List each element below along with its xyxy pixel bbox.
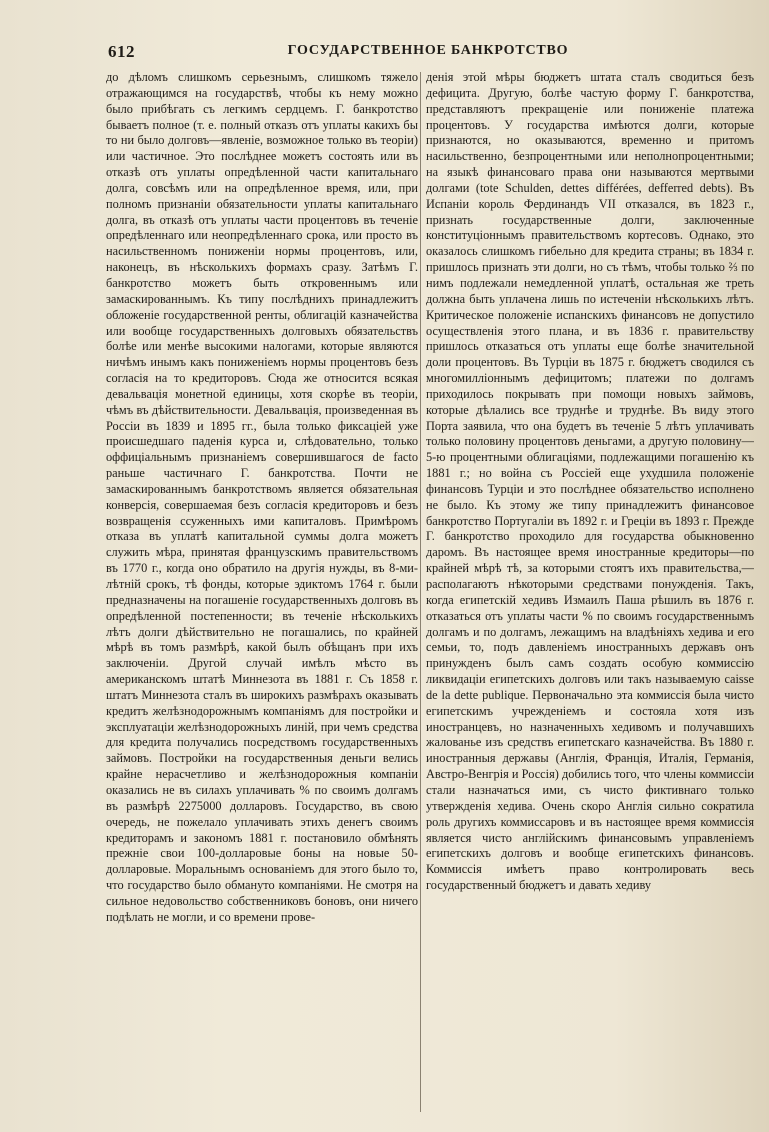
running-title: ГОСУДАРСТВЕННОЕ БАНКРОТСТВО [287,43,569,58]
left-column [106,70,418,1120]
column-divider [420,72,421,1112]
page-header [108,40,748,64]
right-column-text: денія этой мѣры бюджетъ штата сталъ сводиться безъ дефицита. Другую, болѣе частую форму Г. банкротства, представляютъ прекращеніе или пониженіе платежа процентовъ. У государства имѣются долги, которые признаются, но оказываются, временно и притомъ насильственно, безпроцентными или неполнопроцентными; на языкѣ финансоваго права они называются мертвыми долгами (tote Schulden, dettes différées, defferred debts). Въ Испаніи король Фердинандъ VII отказался, въ 1823 г., признать государственные долги, заключенные конституціоннымъ правительствомъ кортесовъ. Однако, это оказалось слишкомъ гибельно для кредита страны; въ 1834 г. пришлось признать эти долги, но съ тѣмъ, чтобы только ⅔ по нимъ подлежали немедленной уплатѣ, остальная же треть должна быть уплачена лишь по истеченіи нѣсколькихъ лѣтъ. Критическое положеніе испанскихъ финансовъ не допустило осуществленія этого плана, и въ 1836 г. правительству пришлось отказаться отъ уплаты еще болѣе значительной доли процентовъ. Въ Турціи въ 1875 г. бюджетъ сводился съ многомилліоннымъ дефицитомъ; платежи по долгамъ приходилось покрывать при помощи новыхъ займовъ, которые дѣлались все труднѣе и труднѣе. Въ виду этого Порта заявила, что она будетъ въ теченіе 5 лѣтъ уплачивать только половину процентовъ деньгами, а другую половину—5-ю процентными облигаціями, подлежащими погашенію къ 1881 г.; но война съ Россіей еще ухудшила положеніе финансовъ Турціи и это послѣднее обязательство исполнено не было. Къ этому же типу принадлежитъ финансовое банкротство Португаліи въ 1892 г. и Греціи въ 1893 г. Прежде Г. банкротство проходило для государства обыкновенно даромъ. Въ настоящее время иностранные кредиторы—по крайней мѣрѣ тѣ, за которыми стоятъ ихъ правительства,—располагаютъ нѣкоторыми средствами понужденія. Такъ, когда египетскій хедивъ Измаилъ Паша рѣшилъ въ 1876 г. отказаться отъ уплаты части % по своимъ государственнымъ долгамъ и по долгамъ, лежащимъ на владѣніяхъ хедива и его семьи, то, подъ давленіемъ иностранныхъ державъ онъ принужденъ былъ самъ создать особую коммиссію ликвидаціи египетскихъ долговъ или такъ называемую caisse de la dette publique. Первоначально эта коммиссія была чисто египетскимъ учрежденіемъ и состояла хотя изъ иностранцевъ, но назначенныхъ хедивомъ и получавшихъ жалованье изъ средствъ египетскаго казначейства. Въ 1880 г. иностранныя державы (Англія, Франція, Италія, Германія, Австро-Венгрія и Россія) добились того, что члены коммиссіи стали назначаться ими, съ чисто фиктивнаго только утвержденія хедива. Очень скоро Англія сильно сократила роль другихъ коммиссаровъ и въ настоящее время коммиссія является чисто англійскимъ финансовымъ управленіемъ египетскихъ долговъ и вообще египетскихъ финансовъ. Коммиссія имѣетъ право контролировать весь государственный бюджетъ и давать хедиву [426,70,754,893]
page-number: 612 [108,42,135,61]
right-column [426,70,754,1120]
left-column-text: до дѣломъ слишкомъ серьезнымъ, слишкомъ тяжело отражающимся на государствѣ, чтобы къ нему можно было прибѣгать съ легкимъ сердцемъ. Г. банкротство бываетъ полное (т. е. полный отказъ отъ уплаты какихъ бы то ни было долговъ—явленіе, возможное только въ теоріи) или частичное. Это послѣднее можетъ состоять или въ отказѣ отъ уплаты опредѣленной части капитальнаго долга, совсѣмъ или на опредѣленное время, или, при полномъ признаніи обязательности уплаты капитальнаго долга, въ отказѣ отъ уплаты части процентовъ въ теченіе опредѣленнаго или неопредѣленнаго срока, или просто въ насильственномъ пониженіи нормы процентовъ, или, наконецъ, въ нѣсколькихъ формахъ сразу. Затѣмъ Г. банкротство можетъ быть откровеннымъ или замаскированнымъ. Къ типу послѣднихъ принадлежитъ обложеніе государственной ренты, облигацій казначейства или вообще государственныхъ долговыхъ обязательствъ болѣе или менѣе высокими налогами, которые являются ничѣмъ инымъ какъ пониженіемъ нормы процентовъ безъ согласія на то кредиторовъ. Сюда же относится всякая девальвація монетной единицы, хотя скорѣе въ теоріи, чѣмъ въ дѣйствительности. Девальвація, произведенная въ Россіи въ 1839 и 1895 гг., была только фиксаціей уже происшедшаго паденія курса и, слѣдовательно, только оффиціальнымъ признаніемъ совершившагося de facto раньше частичнаго Г. банкротства. Почти не замаскированнымъ банкротствомъ является обязательная конверсія, совершаемая безъ согласія кредиторовъ и безъ возвращенія ссуженныхъ ими капиталовъ. Примѣромъ отказа въ уплатѣ капитальной суммы долга можетъ служить мѣра, принятая французскимъ правительствомъ въ 1770 г., когда оно обратило на другія нужды, въ 8-ми-лѣтній срокъ, тѣ фонды, которые эдиктомъ 1764 г. были предназначены на погашеніе государственныхъ долговъ въ опредѣленной постепенности; въ теченіе нѣсколькихъ лѣтъ долги дѣйствительно не погашались, по крайней мѣрѣ въ томъ размѣрѣ, какой былъ обѣщанъ при ихъ заключеніи. Другой случай имѣлъ мѣсто въ американскомъ штатѣ Миннезота въ 1881 г. Съ 1858 г. штатъ Миннезота сталъ въ широкихъ размѣрахъ оказывать кредитъ желѣзнодорожнымъ компаніямъ для постройки и эксплуатаціи желѣзнодорожныхъ линій, при чемъ средства для кредита получались посредствомъ государственныхъ займовъ. Постройки на государственныя деньги велись крайне нерасчетливо и желѣзнодорожныя компаніи оказались не въ силахъ уплачивать % по своимъ долгамъ въ размѣрѣ 2275000 долларовъ. Государство, въ свою очередь, не пожелало уплачивать этихъ денегъ своимъ кредиторамъ и закономъ 1881 г. постановило обмѣнять прежніе свои 100-долларовые боны на новые 50-долларовые. Моральнымъ основаніемъ для этого было то, что государство было обмануто компаніями. Не смотря на сильное недовольство собственниковъ боновъ, они ничего подѣлать не могли, и со времени прове- [106,70,418,924]
